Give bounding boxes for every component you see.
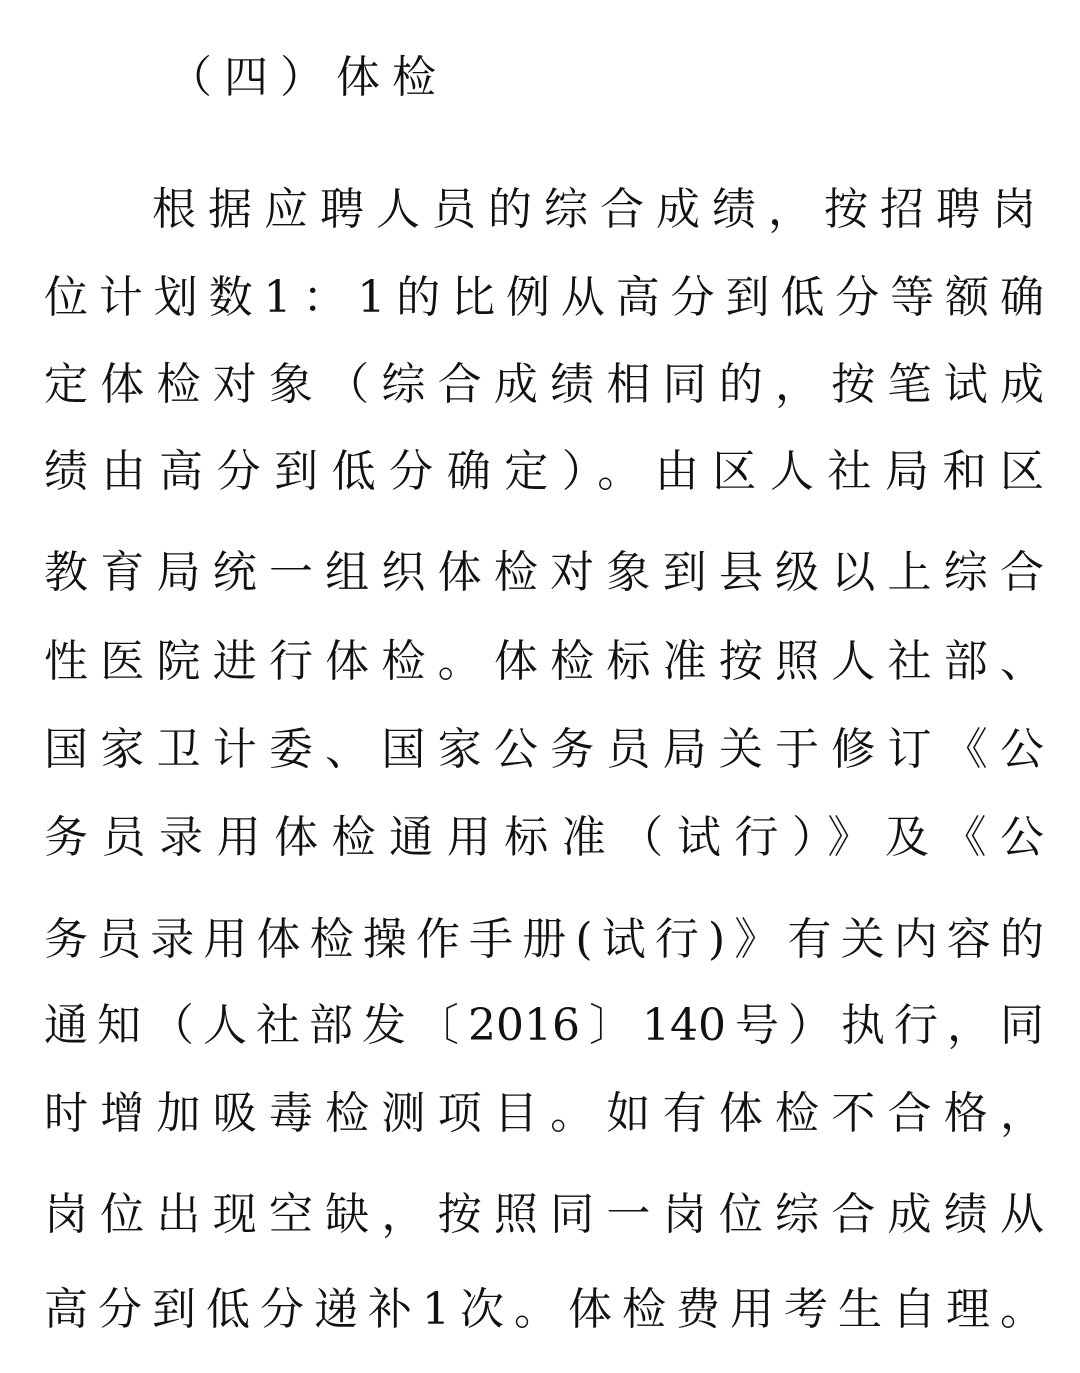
paragraph-line: 务员录用体检操作手册(试行)》有关内容的 — [44, 914, 1044, 965]
paragraph-line: 教育局统一组织体检对象到县级以上综合 — [44, 547, 1044, 598]
paragraph-line: 高分到低分递补1次。体检费用考生自理。 — [44, 1284, 1054, 1335]
paragraph-line: 位计划数1：1的比例从高分到低分等额确 — [44, 272, 1044, 323]
paragraph-line: 时增加吸毒检测项目。如有体检不合格， — [44, 1088, 1044, 1139]
paragraph-line: 务员录用体检通用标准（试行）》及《公 — [44, 812, 1044, 863]
paragraph-line: 岗位出现空缺，按照同一岗位综合成绩从 — [44, 1189, 1044, 1240]
paragraph-line: 性医院进行体检。体检标准按照人社部、 — [44, 636, 1044, 687]
paragraph-line: 通知（人社部发〔2016〕140号）执行，同 — [44, 1000, 1044, 1051]
paragraph-line: 定体检对象（综合成绩相同的，按笔试成 — [44, 359, 1044, 410]
paragraph-line: 根据应聘人员的综合成绩，按招聘岗 — [152, 184, 1036, 235]
paragraph-line: 国家卫计委、国家公务员局关于修订《公 — [44, 724, 1044, 775]
section-heading: （四）体检 — [168, 52, 448, 103]
paragraph-line: 绩由高分到低分确定）。由区人社局和区 — [44, 446, 1044, 497]
